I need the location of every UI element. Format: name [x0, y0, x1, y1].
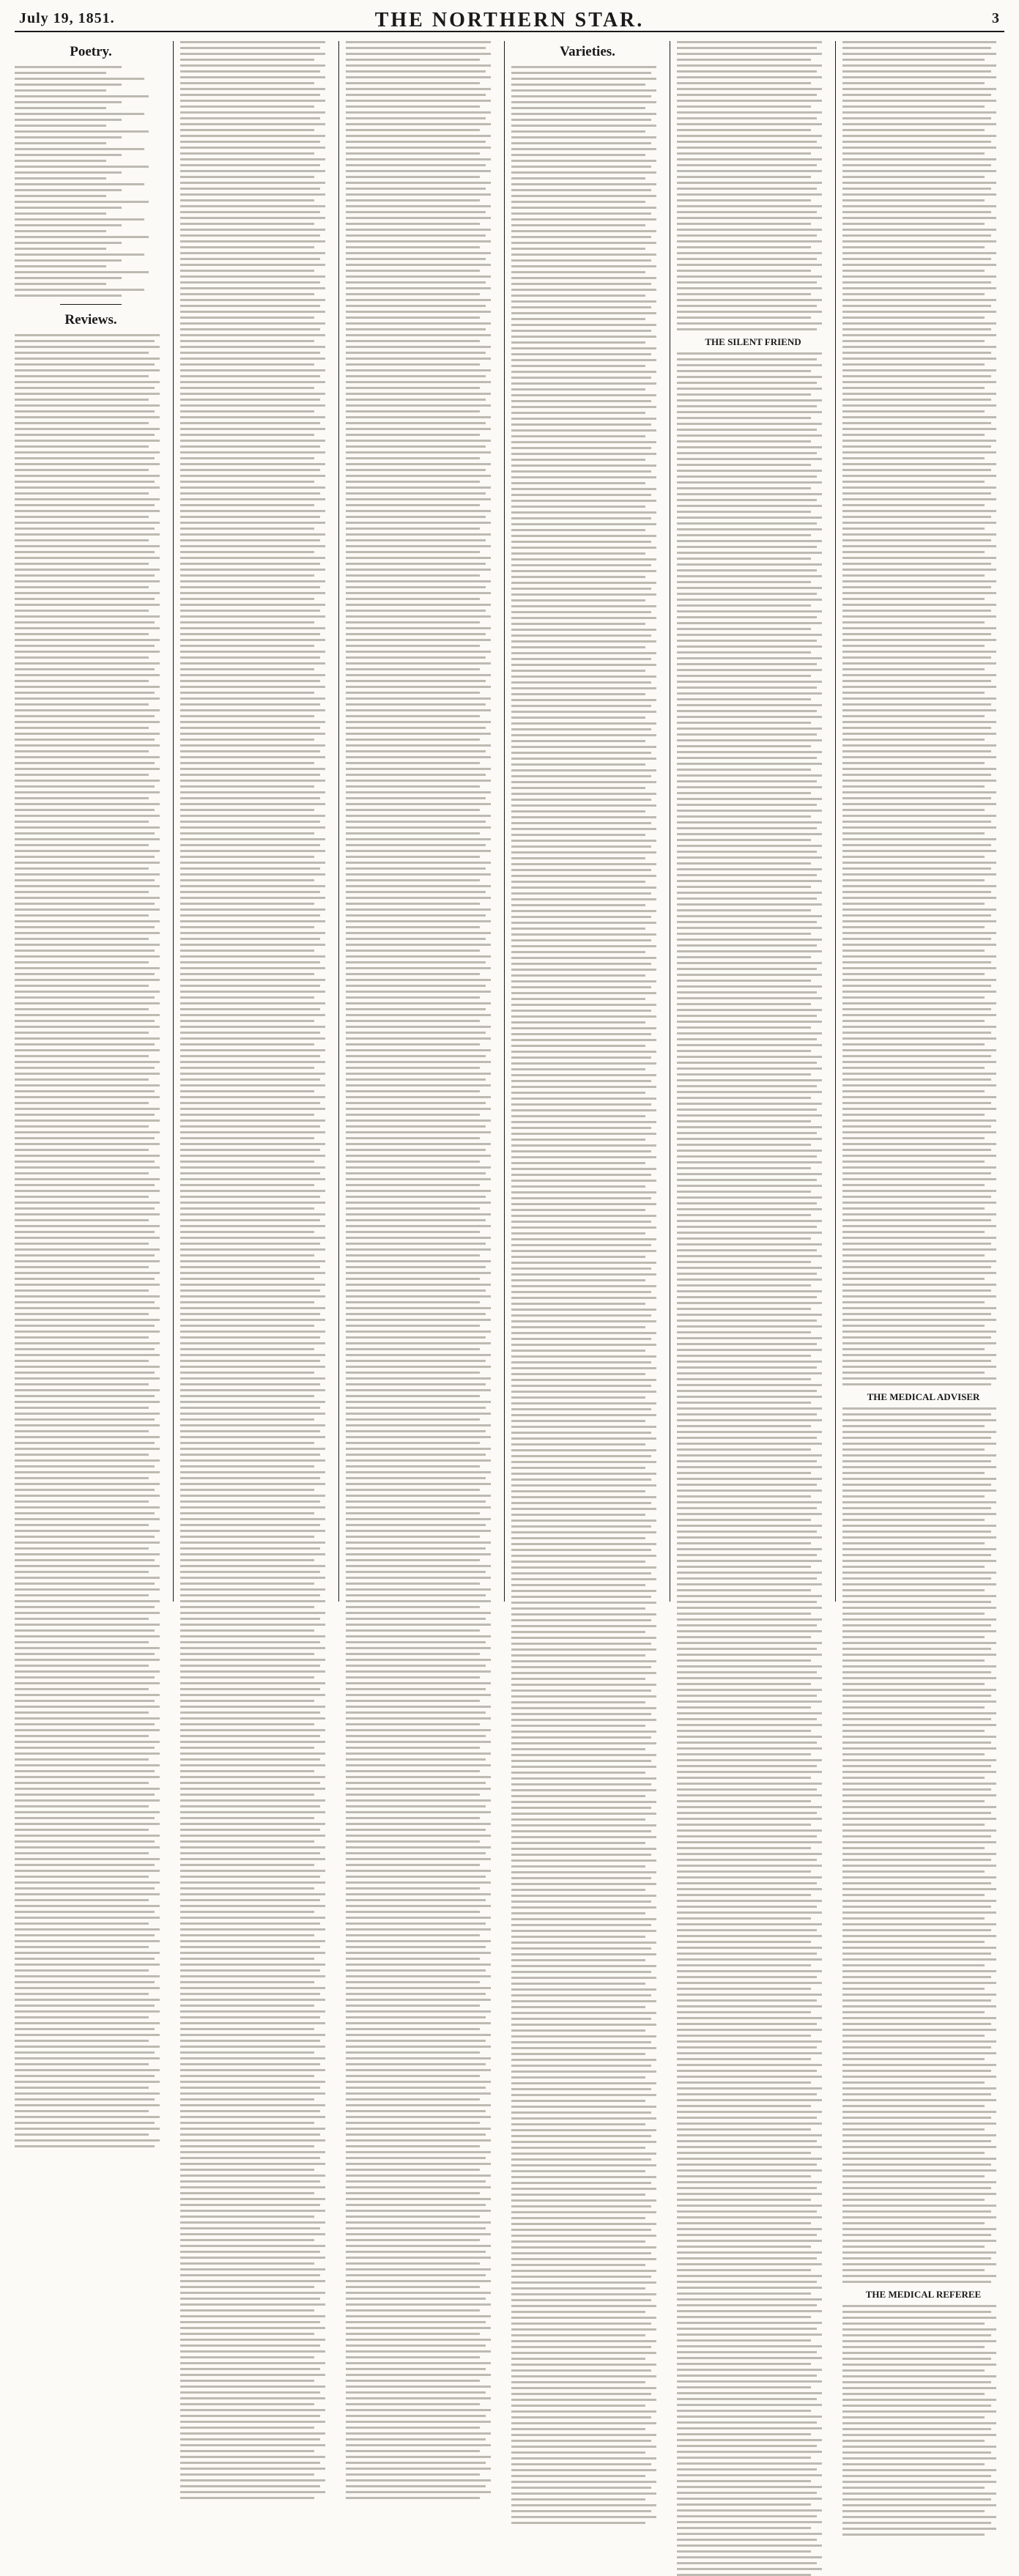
newspaper-title: THE NORTHERN STAR.: [374, 9, 645, 32]
column-divider: [835, 41, 836, 1602]
advertisement-text-block: [842, 41, 1004, 1385]
column-3: [346, 41, 498, 1602]
article-text-block: [346, 41, 498, 2499]
advert-heading-medical-referee: THE MEDICAL REFEREE: [865, 2289, 982, 2300]
article-text-block: [511, 66, 664, 2524]
article-text-block: [180, 41, 333, 2499]
poem-text-block: [15, 66, 167, 297]
advertisement-text-block: [677, 352, 829, 2576]
section-heading-poetry: Poetry.: [70, 44, 112, 59]
advertisement-text-block: [677, 41, 829, 330]
advert-heading-silent-friend: THE SILENT FRIEND: [705, 336, 801, 347]
column-divider: [504, 41, 505, 1602]
masthead: [15, 9, 1004, 32]
section-heading-reviews: Reviews.: [64, 312, 117, 327]
page-number: 3: [992, 10, 1000, 26]
advertisement-text-block: [842, 2305, 1004, 2536]
column-5: [677, 41, 829, 1602]
column-divider: [338, 41, 339, 1602]
advert-heading-medical-adviser: THE MEDICAL ADVISER: [867, 1391, 980, 1402]
issue-date: July 19, 1851.: [19, 10, 115, 26]
article-text-block: [15, 334, 167, 2147]
column-divider: [173, 41, 174, 1602]
column-2: [180, 41, 333, 1602]
column-4: [511, 41, 664, 1602]
section-heading-varieties: Varieties.: [560, 44, 615, 59]
column-6: [842, 41, 1004, 2300]
advertisement-text-block: [842, 1407, 1004, 2283]
column-1: [15, 41, 167, 1602]
section-rule: [60, 304, 121, 305]
